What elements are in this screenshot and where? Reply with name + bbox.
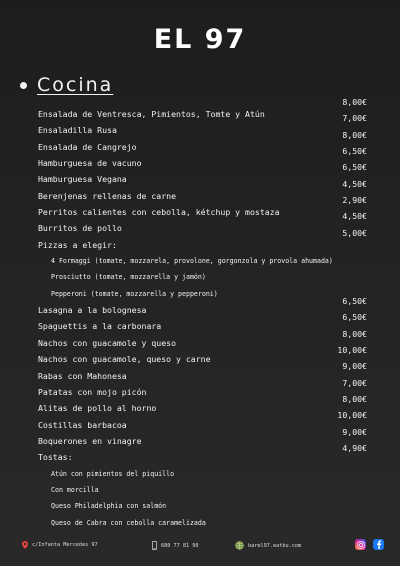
menu-item: Berenjenas rellenas de carne [38, 190, 177, 201]
price: 6,50€ [342, 312, 367, 323]
price: 10,00€ [337, 410, 367, 421]
menu-subitem: Queso de Cabra con cebolla caramelizada [51, 518, 206, 527]
menu-item: Perritos calientes con cebolla, kétchup y mostaza [38, 207, 280, 218]
menu-subitem: Atún con pimientos del piquillo [51, 469, 175, 478]
footer [0, 539, 400, 555]
menu-item: Lasagna a la bolognesa [38, 305, 147, 316]
price: 7,00€ [342, 377, 367, 388]
menu-item: Hamburguesa Vegana [38, 174, 127, 185]
price: 5,00€ [342, 227, 367, 238]
menu-item: Pizzas a elegir: [38, 239, 117, 250]
facebook-icon[interactable] [373, 539, 384, 550]
instagram-icon[interactable] [355, 539, 366, 550]
menu-item: Alitas de pollo al horno [38, 403, 157, 414]
price: 7,00€ [342, 113, 367, 124]
price: 6,50€ [342, 146, 367, 157]
menu-item: Nachos con guacamole, queso y carne [38, 354, 211, 365]
menu-item: Costillas barbacoa [38, 419, 127, 430]
menu-item: Rabas con Mahonesa [38, 370, 127, 381]
footer-web[interactable] [235, 541, 301, 550]
section-title: Cocina [37, 74, 114, 96]
footer-phone-text: 680 77 81 90 [161, 542, 199, 549]
menu-item: Tostas: [38, 452, 73, 463]
price: 6,50€ [342, 162, 367, 173]
page-title: EL 97 [153, 24, 247, 55]
price: 4,50€ [342, 211, 367, 222]
price: 8,00€ [342, 394, 367, 405]
price: 8,00€ [342, 129, 367, 140]
section-heading [20, 74, 113, 96]
menu-subitem: Queso Philadelphia con salmón [51, 502, 167, 511]
menu-item: Burritos de pollo [38, 223, 122, 234]
footer-phone [152, 541, 198, 550]
phone-icon [152, 541, 157, 550]
footer-address [22, 541, 98, 549]
menu-item: Patatas con mojo picón [38, 386, 147, 397]
menu-subitem: 4 Formaggi (tomate, mozzarela, provolone, gorgonzola y provola ahumada) [51, 257, 333, 266]
price: 2,90€ [342, 195, 367, 206]
price: 8,00€ [342, 328, 367, 339]
price-column-bottom [317, 293, 367, 456]
price: 9,00€ [342, 426, 367, 437]
footer-address-text: c/Infanta Mercedes 97 [32, 542, 98, 548]
menu-item: Nachos con guacamole y queso [38, 337, 177, 348]
price: 4,50€ [342, 178, 367, 189]
menu-subitem: Pepperoni (tomate, mozzarella y pepperoni) [51, 289, 218, 298]
footer-web-text: barel97.eatbu.com [248, 542, 302, 549]
price: 10,00€ [337, 345, 367, 356]
price: 4,90€ [342, 443, 367, 454]
bullet-icon [20, 82, 27, 89]
location-pin-icon [22, 541, 28, 549]
menu-item: Spaguettis a la carbonara [38, 321, 162, 332]
social-links [348, 539, 384, 550]
menu-item: Ensaladilla Rusa [38, 125, 117, 136]
price: 6,50€ [342, 296, 367, 306]
menu-subitem: Prosciutto (tomate, mozzarella y jamón) [51, 273, 206, 282]
menu-item: Ensalada de Ventresca, Pimientos, Tomte y Atún [38, 109, 265, 119]
menu-item: Boquerones en vinagre [38, 435, 142, 446]
globe-icon [235, 541, 244, 550]
price-column-top [317, 94, 367, 241]
menu-item: Ensalada de Cangrejo [38, 141, 137, 152]
menu-items [38, 106, 350, 531]
menu-item: Hamburguesa de vacuno [38, 158, 142, 169]
price: 8,00€ [342, 97, 367, 107]
menu-subitem: Con morcilla [51, 485, 99, 494]
price: 9,00€ [342, 361, 367, 372]
